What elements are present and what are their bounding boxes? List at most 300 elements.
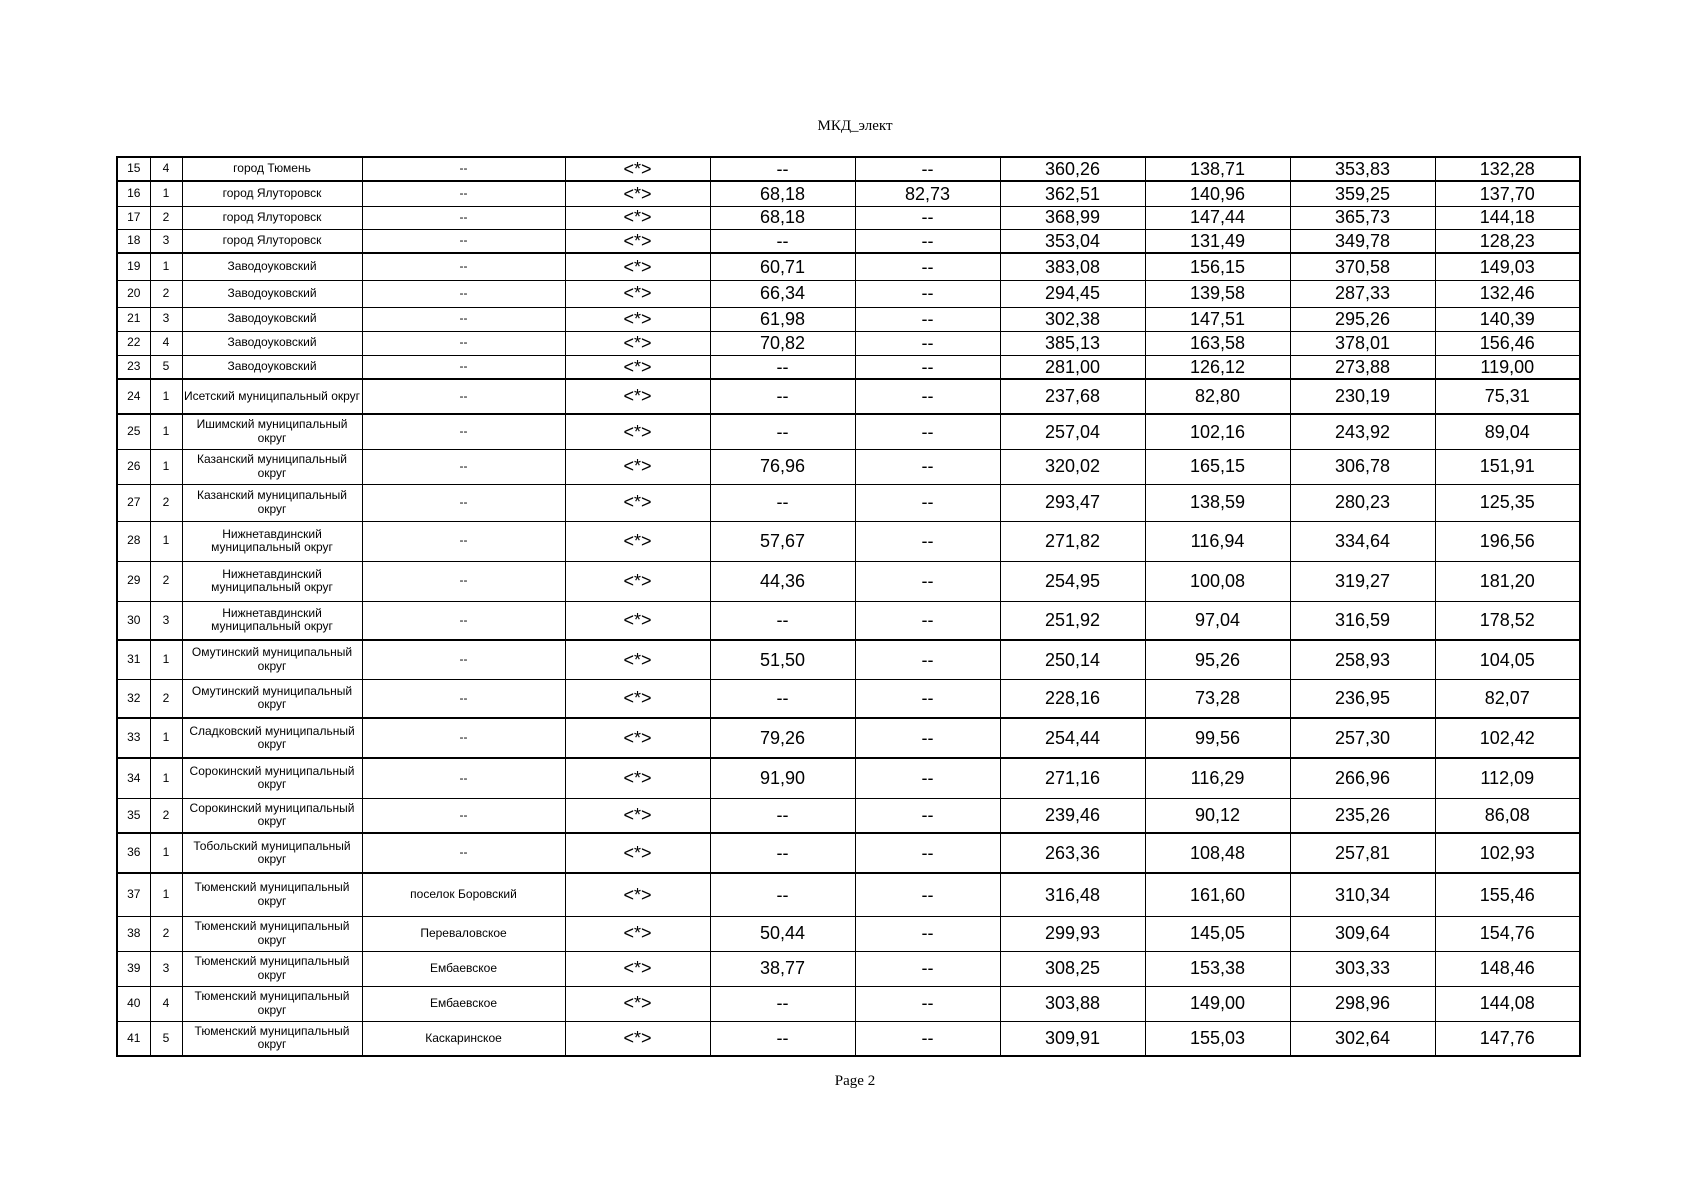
cell-val-e: 258,93 xyxy=(1290,640,1435,679)
cell-val-d: 73,28 xyxy=(1145,679,1290,718)
cell-val-c: 360,26 xyxy=(1000,157,1145,181)
cell-val-f: 104,05 xyxy=(1435,640,1580,679)
cell-val-e: 280,23 xyxy=(1290,484,1435,521)
cell-val-f: 156,46 xyxy=(1435,331,1580,355)
cell-val-a: -- xyxy=(710,1021,855,1056)
cell-row-number: 21 xyxy=(117,307,150,331)
cell-val-e: 257,81 xyxy=(1290,833,1435,873)
cell-municipality: Тюменский муниципальный округ xyxy=(182,951,362,986)
cell-val-f: 196,56 xyxy=(1435,521,1580,561)
cell-mark: <*> xyxy=(565,986,710,1021)
table-row xyxy=(117,253,1580,280)
cell-mark: <*> xyxy=(565,833,710,873)
cell-sub-number: 2 xyxy=(150,484,182,521)
cell-sub-number: 2 xyxy=(150,206,182,229)
cell-val-c: 281,00 xyxy=(1000,355,1145,379)
cell-val-c: 263,36 xyxy=(1000,833,1145,873)
cell-sub-number: 2 xyxy=(150,916,182,951)
cell-municipality: Ишимский муниципальный округ xyxy=(182,414,362,449)
cell-sub-number: 2 xyxy=(150,280,182,307)
cell-row-number: 37 xyxy=(117,873,150,916)
cell-sub-number: 2 xyxy=(150,798,182,833)
cell-mark: <*> xyxy=(565,414,710,449)
cell-row-number: 23 xyxy=(117,355,150,379)
cell-val-a: -- xyxy=(710,601,855,640)
cell-val-d: 163,58 xyxy=(1145,331,1290,355)
cell-val-b: -- xyxy=(855,986,1000,1021)
cell-mark: <*> xyxy=(565,601,710,640)
cell-settlement: -- xyxy=(362,679,565,718)
cell-mark: <*> xyxy=(565,307,710,331)
cell-val-f: 128,23 xyxy=(1435,229,1580,253)
cell-val-d: 140,96 xyxy=(1145,181,1290,206)
cell-val-a: -- xyxy=(710,873,855,916)
cell-val-a: 50,44 xyxy=(710,916,855,951)
cell-val-e: 295,26 xyxy=(1290,307,1435,331)
cell-val-c: 383,08 xyxy=(1000,253,1145,280)
cell-val-f: 89,04 xyxy=(1435,414,1580,449)
cell-sub-number: 5 xyxy=(150,355,182,379)
cell-val-e: 230,19 xyxy=(1290,379,1435,414)
cell-val-b: -- xyxy=(855,640,1000,679)
cell-val-b: -- xyxy=(855,206,1000,229)
table-row xyxy=(117,601,1580,640)
cell-row-number: 26 xyxy=(117,449,150,484)
cell-val-b: -- xyxy=(855,1021,1000,1056)
cell-val-b: -- xyxy=(855,758,1000,798)
cell-municipality: Казанский муниципальный округ xyxy=(182,449,362,484)
cell-val-f: 137,70 xyxy=(1435,181,1580,206)
cell-val-b: -- xyxy=(855,951,1000,986)
cell-val-d: 100,08 xyxy=(1145,561,1290,601)
cell-settlement: -- xyxy=(362,414,565,449)
cell-val-a: 68,18 xyxy=(710,181,855,206)
cell-val-f: 181,20 xyxy=(1435,561,1580,601)
cell-val-b: -- xyxy=(855,280,1000,307)
cell-settlement: -- xyxy=(362,280,565,307)
cell-municipality: Нижнетавдинский муниципальный округ xyxy=(182,561,362,601)
cell-val-c: 293,47 xyxy=(1000,484,1145,521)
cell-settlement: -- xyxy=(362,601,565,640)
cell-municipality: Казанский муниципальный округ xyxy=(182,484,362,521)
table-row xyxy=(117,181,1580,206)
cell-row-number: 29 xyxy=(117,561,150,601)
cell-mark: <*> xyxy=(565,679,710,718)
cell-mark: <*> xyxy=(565,331,710,355)
cell-row-number: 17 xyxy=(117,206,150,229)
cell-val-b: -- xyxy=(855,253,1000,280)
cell-val-d: 97,04 xyxy=(1145,601,1290,640)
cell-row-number: 38 xyxy=(117,916,150,951)
cell-settlement: -- xyxy=(362,833,565,873)
cell-val-e: 319,27 xyxy=(1290,561,1435,601)
cell-municipality: Сорокинский муниципальный округ xyxy=(182,798,362,833)
cell-val-e: 309,64 xyxy=(1290,916,1435,951)
cell-val-b: -- xyxy=(855,157,1000,181)
cell-val-b: -- xyxy=(855,307,1000,331)
cell-val-c: 250,14 xyxy=(1000,640,1145,679)
cell-settlement: -- xyxy=(362,181,565,206)
cell-municipality: город Ялуторовск xyxy=(182,181,362,206)
cell-mark: <*> xyxy=(565,253,710,280)
cell-val-e: 378,01 xyxy=(1290,331,1435,355)
cell-mark: <*> xyxy=(565,561,710,601)
cell-val-e: 287,33 xyxy=(1290,280,1435,307)
cell-val-c: 237,68 xyxy=(1000,379,1145,414)
cell-settlement: Каскаринское xyxy=(362,1021,565,1056)
table-row xyxy=(117,355,1580,379)
cell-val-d: 82,80 xyxy=(1145,379,1290,414)
cell-val-f: 119,00 xyxy=(1435,355,1580,379)
cell-row-number: 15 xyxy=(117,157,150,181)
cell-val-f: 125,35 xyxy=(1435,484,1580,521)
cell-row-number: 35 xyxy=(117,798,150,833)
cell-val-e: 365,73 xyxy=(1290,206,1435,229)
cell-settlement: -- xyxy=(362,798,565,833)
cell-settlement: -- xyxy=(362,307,565,331)
cell-val-e: 310,34 xyxy=(1290,873,1435,916)
cell-val-b: -- xyxy=(855,873,1000,916)
cell-settlement: -- xyxy=(362,640,565,679)
cell-val-a: 60,71 xyxy=(710,253,855,280)
cell-val-e: 353,83 xyxy=(1290,157,1435,181)
cell-val-b: -- xyxy=(855,484,1000,521)
cell-val-a: 61,98 xyxy=(710,307,855,331)
page-footer: Page 2 xyxy=(834,1073,876,1089)
cell-val-e: 266,96 xyxy=(1290,758,1435,798)
cell-settlement: -- xyxy=(362,561,565,601)
cell-row-number: 19 xyxy=(117,253,150,280)
cell-val-a: 68,18 xyxy=(710,206,855,229)
cell-sub-number: 5 xyxy=(150,1021,182,1056)
cell-val-a: 38,77 xyxy=(710,951,855,986)
cell-sub-number: 1 xyxy=(150,253,182,280)
cell-val-c: 316,48 xyxy=(1000,873,1145,916)
table-row xyxy=(117,679,1580,718)
table-row xyxy=(117,307,1580,331)
cell-val-a: -- xyxy=(710,679,855,718)
cell-row-number: 34 xyxy=(117,758,150,798)
cell-row-number: 33 xyxy=(117,718,150,758)
table-row xyxy=(117,833,1580,873)
cell-val-b: -- xyxy=(855,798,1000,833)
cell-val-c: 294,45 xyxy=(1000,280,1145,307)
cell-sub-number: 3 xyxy=(150,229,182,253)
cell-sub-number: 1 xyxy=(150,449,182,484)
cell-mark: <*> xyxy=(565,484,710,521)
cell-val-f: 178,52 xyxy=(1435,601,1580,640)
cell-val-c: 368,99 xyxy=(1000,206,1145,229)
cell-mark: <*> xyxy=(565,157,710,181)
cell-municipality: Нижнетавдинский муниципальный округ xyxy=(182,521,362,561)
cell-sub-number: 1 xyxy=(150,833,182,873)
cell-val-a: 66,34 xyxy=(710,280,855,307)
cell-val-e: 302,64 xyxy=(1290,1021,1435,1056)
cell-val-d: 156,15 xyxy=(1145,253,1290,280)
cell-val-d: 95,26 xyxy=(1145,640,1290,679)
table-row xyxy=(117,986,1580,1021)
cell-mark: <*> xyxy=(565,718,710,758)
cell-settlement: -- xyxy=(362,521,565,561)
cell-val-f: 155,46 xyxy=(1435,873,1580,916)
cell-row-number: 41 xyxy=(117,1021,150,1056)
cell-settlement: -- xyxy=(362,379,565,414)
cell-settlement: поселок Боровский xyxy=(362,873,565,916)
cell-sub-number: 4 xyxy=(150,986,182,1021)
table-row xyxy=(117,561,1580,601)
cell-row-number: 36 xyxy=(117,833,150,873)
cell-mark: <*> xyxy=(565,951,710,986)
cell-val-a: 91,90 xyxy=(710,758,855,798)
cell-val-b: -- xyxy=(855,331,1000,355)
cell-row-number: 20 xyxy=(117,280,150,307)
cell-val-f: 132,28 xyxy=(1435,157,1580,181)
cell-val-c: 302,38 xyxy=(1000,307,1145,331)
cell-val-e: 303,33 xyxy=(1290,951,1435,986)
cell-municipality: Заводоуковский xyxy=(182,253,362,280)
cell-municipality: город Ялуторовск xyxy=(182,229,362,253)
table-row xyxy=(117,873,1580,916)
table-row xyxy=(117,640,1580,679)
cell-val-f: 148,46 xyxy=(1435,951,1580,986)
cell-mark: <*> xyxy=(565,449,710,484)
cell-mark: <*> xyxy=(565,355,710,379)
cell-municipality: Тобольский муниципальный округ xyxy=(182,833,362,873)
cell-municipality: Омутинский муниципальный округ xyxy=(182,640,362,679)
cell-val-f: 154,76 xyxy=(1435,916,1580,951)
cell-sub-number: 3 xyxy=(150,307,182,331)
cell-settlement: -- xyxy=(362,355,565,379)
cell-mark: <*> xyxy=(565,181,710,206)
table-row xyxy=(117,798,1580,833)
cell-val-d: 126,12 xyxy=(1145,355,1290,379)
cell-sub-number: 1 xyxy=(150,758,182,798)
cell-settlement: -- xyxy=(362,229,565,253)
cell-val-b: -- xyxy=(855,379,1000,414)
cell-mark: <*> xyxy=(565,229,710,253)
cell-municipality: город Ялуторовск xyxy=(182,206,362,229)
cell-municipality: Тюменский муниципальный округ xyxy=(182,916,362,951)
cell-val-c: 385,13 xyxy=(1000,331,1145,355)
cell-val-c: 299,93 xyxy=(1000,916,1145,951)
cell-val-b: -- xyxy=(855,355,1000,379)
cell-val-b: -- xyxy=(855,601,1000,640)
cell-val-d: 145,05 xyxy=(1145,916,1290,951)
cell-val-a: -- xyxy=(710,157,855,181)
cell-val-f: 112,09 xyxy=(1435,758,1580,798)
cell-settlement: -- xyxy=(362,484,565,521)
cell-municipality: Исетский муниципальный округ xyxy=(182,379,362,414)
cell-val-e: 334,64 xyxy=(1290,521,1435,561)
cell-val-e: 370,58 xyxy=(1290,253,1435,280)
cell-val-b: -- xyxy=(855,718,1000,758)
cell-municipality: Заводоуковский xyxy=(182,355,362,379)
cell-val-a: 57,67 xyxy=(710,521,855,561)
cell-municipality: Сладковский муниципальный округ xyxy=(182,718,362,758)
cell-val-c: 257,04 xyxy=(1000,414,1145,449)
cell-val-d: 116,94 xyxy=(1145,521,1290,561)
table-row xyxy=(117,449,1580,484)
cell-val-f: 82,07 xyxy=(1435,679,1580,718)
cell-val-c: 303,88 xyxy=(1000,986,1145,1021)
cell-val-c: 271,82 xyxy=(1000,521,1145,561)
cell-val-b: -- xyxy=(855,414,1000,449)
cell-val-e: 235,26 xyxy=(1290,798,1435,833)
cell-val-e: 298,96 xyxy=(1290,986,1435,1021)
cell-val-c: 362,51 xyxy=(1000,181,1145,206)
cell-val-d: 138,59 xyxy=(1145,484,1290,521)
cell-val-d: 153,38 xyxy=(1145,951,1290,986)
cell-mark: <*> xyxy=(565,640,710,679)
cell-val-a: -- xyxy=(710,379,855,414)
cell-val-f: 102,42 xyxy=(1435,718,1580,758)
cell-municipality: Заводоуковский xyxy=(182,331,362,355)
cell-val-a: -- xyxy=(710,484,855,521)
table-row xyxy=(117,229,1580,253)
cell-val-d: 155,03 xyxy=(1145,1021,1290,1056)
cell-sub-number: 1 xyxy=(150,414,182,449)
cell-val-c: 254,95 xyxy=(1000,561,1145,601)
cell-val-b: 82,73 xyxy=(855,181,1000,206)
cell-val-e: 273,88 xyxy=(1290,355,1435,379)
cell-settlement: -- xyxy=(362,206,565,229)
cell-settlement: -- xyxy=(362,157,565,181)
table-body xyxy=(117,157,1580,1056)
cell-row-number: 31 xyxy=(117,640,150,679)
cell-val-a: -- xyxy=(710,229,855,253)
cell-sub-number: 1 xyxy=(150,521,182,561)
cell-val-a: 76,96 xyxy=(710,449,855,484)
cell-val-f: 132,46 xyxy=(1435,280,1580,307)
cell-val-d: 131,49 xyxy=(1145,229,1290,253)
cell-val-e: 236,95 xyxy=(1290,679,1435,718)
table-row xyxy=(117,951,1580,986)
cell-val-f: 140,39 xyxy=(1435,307,1580,331)
cell-val-f: 151,91 xyxy=(1435,449,1580,484)
cell-val-a: -- xyxy=(710,414,855,449)
cell-mark: <*> xyxy=(565,916,710,951)
cell-mark: <*> xyxy=(565,206,710,229)
page-header: МКД_элект xyxy=(817,118,893,134)
cell-val-e: 257,30 xyxy=(1290,718,1435,758)
cell-val-d: 139,58 xyxy=(1145,280,1290,307)
table-row xyxy=(117,157,1580,181)
table-row xyxy=(117,1021,1580,1056)
cell-val-b: -- xyxy=(855,833,1000,873)
table-row xyxy=(117,379,1580,414)
cell-val-c: 309,91 xyxy=(1000,1021,1145,1056)
cell-municipality: Сорокинский муниципальный округ xyxy=(182,758,362,798)
cell-val-e: 306,78 xyxy=(1290,449,1435,484)
cell-row-number: 16 xyxy=(117,181,150,206)
cell-sub-number: 3 xyxy=(150,601,182,640)
cell-val-f: 86,08 xyxy=(1435,798,1580,833)
cell-municipality: Омутинский муниципальный округ xyxy=(182,679,362,718)
cell-val-a: 51,50 xyxy=(710,640,855,679)
cell-val-d: 99,56 xyxy=(1145,718,1290,758)
cell-val-f: 102,93 xyxy=(1435,833,1580,873)
cell-settlement: -- xyxy=(362,718,565,758)
cell-sub-number: 2 xyxy=(150,561,182,601)
cell-municipality: Тюменский муниципальный округ xyxy=(182,1021,362,1056)
cell-municipality: Заводоуковский xyxy=(182,280,362,307)
cell-val-c: 239,46 xyxy=(1000,798,1145,833)
cell-sub-number: 4 xyxy=(150,331,182,355)
cell-val-c: 308,25 xyxy=(1000,951,1145,986)
cell-row-number: 39 xyxy=(117,951,150,986)
cell-val-b: -- xyxy=(855,229,1000,253)
table-row xyxy=(117,718,1580,758)
cell-val-f: 75,31 xyxy=(1435,379,1580,414)
cell-val-a: -- xyxy=(710,798,855,833)
cell-val-c: 228,16 xyxy=(1000,679,1145,718)
cell-sub-number: 1 xyxy=(150,718,182,758)
cell-val-d: 108,48 xyxy=(1145,833,1290,873)
cell-val-a: 79,26 xyxy=(710,718,855,758)
tariff-table xyxy=(116,156,1581,1057)
cell-mark: <*> xyxy=(565,1021,710,1056)
cell-row-number: 28 xyxy=(117,521,150,561)
cell-val-a: 70,82 xyxy=(710,331,855,355)
table-row xyxy=(117,414,1580,449)
table-row xyxy=(117,484,1580,521)
cell-row-number: 27 xyxy=(117,484,150,521)
cell-sub-number: 2 xyxy=(150,679,182,718)
cell-val-c: 271,16 xyxy=(1000,758,1145,798)
cell-val-c: 251,92 xyxy=(1000,601,1145,640)
cell-municipality: Тюменский муниципальный округ xyxy=(182,986,362,1021)
cell-row-number: 32 xyxy=(117,679,150,718)
cell-val-f: 144,18 xyxy=(1435,206,1580,229)
cell-settlement: -- xyxy=(362,253,565,280)
cell-sub-number: 1 xyxy=(150,181,182,206)
table-row xyxy=(117,916,1580,951)
cell-row-number: 18 xyxy=(117,229,150,253)
cell-municipality: Нижнетавдинский муниципальный округ xyxy=(182,601,362,640)
cell-row-number: 40 xyxy=(117,986,150,1021)
cell-municipality: Тюменский муниципальный округ xyxy=(182,873,362,916)
table-row xyxy=(117,280,1580,307)
cell-val-d: 138,71 xyxy=(1145,157,1290,181)
cell-val-d: 147,51 xyxy=(1145,307,1290,331)
cell-val-d: 161,60 xyxy=(1145,873,1290,916)
cell-val-d: 116,29 xyxy=(1145,758,1290,798)
cell-val-f: 147,76 xyxy=(1435,1021,1580,1056)
table-row xyxy=(117,206,1580,229)
cell-val-b: -- xyxy=(855,916,1000,951)
cell-sub-number: 1 xyxy=(150,873,182,916)
cell-val-d: 102,16 xyxy=(1145,414,1290,449)
table-row xyxy=(117,521,1580,561)
cell-sub-number: 1 xyxy=(150,379,182,414)
cell-val-e: 316,59 xyxy=(1290,601,1435,640)
cell-val-a: -- xyxy=(710,986,855,1021)
cell-mark: <*> xyxy=(565,873,710,916)
cell-sub-number: 3 xyxy=(150,951,182,986)
cell-sub-number: 4 xyxy=(150,157,182,181)
cell-val-c: 320,02 xyxy=(1000,449,1145,484)
cell-val-a: 44,36 xyxy=(710,561,855,601)
cell-row-number: 22 xyxy=(117,331,150,355)
cell-val-a: -- xyxy=(710,355,855,379)
cell-settlement: -- xyxy=(362,331,565,355)
cell-val-c: 353,04 xyxy=(1000,229,1145,253)
cell-settlement: -- xyxy=(362,449,565,484)
cell-val-b: -- xyxy=(855,521,1000,561)
cell-row-number: 25 xyxy=(117,414,150,449)
cell-val-d: 90,12 xyxy=(1145,798,1290,833)
cell-mark: <*> xyxy=(565,758,710,798)
